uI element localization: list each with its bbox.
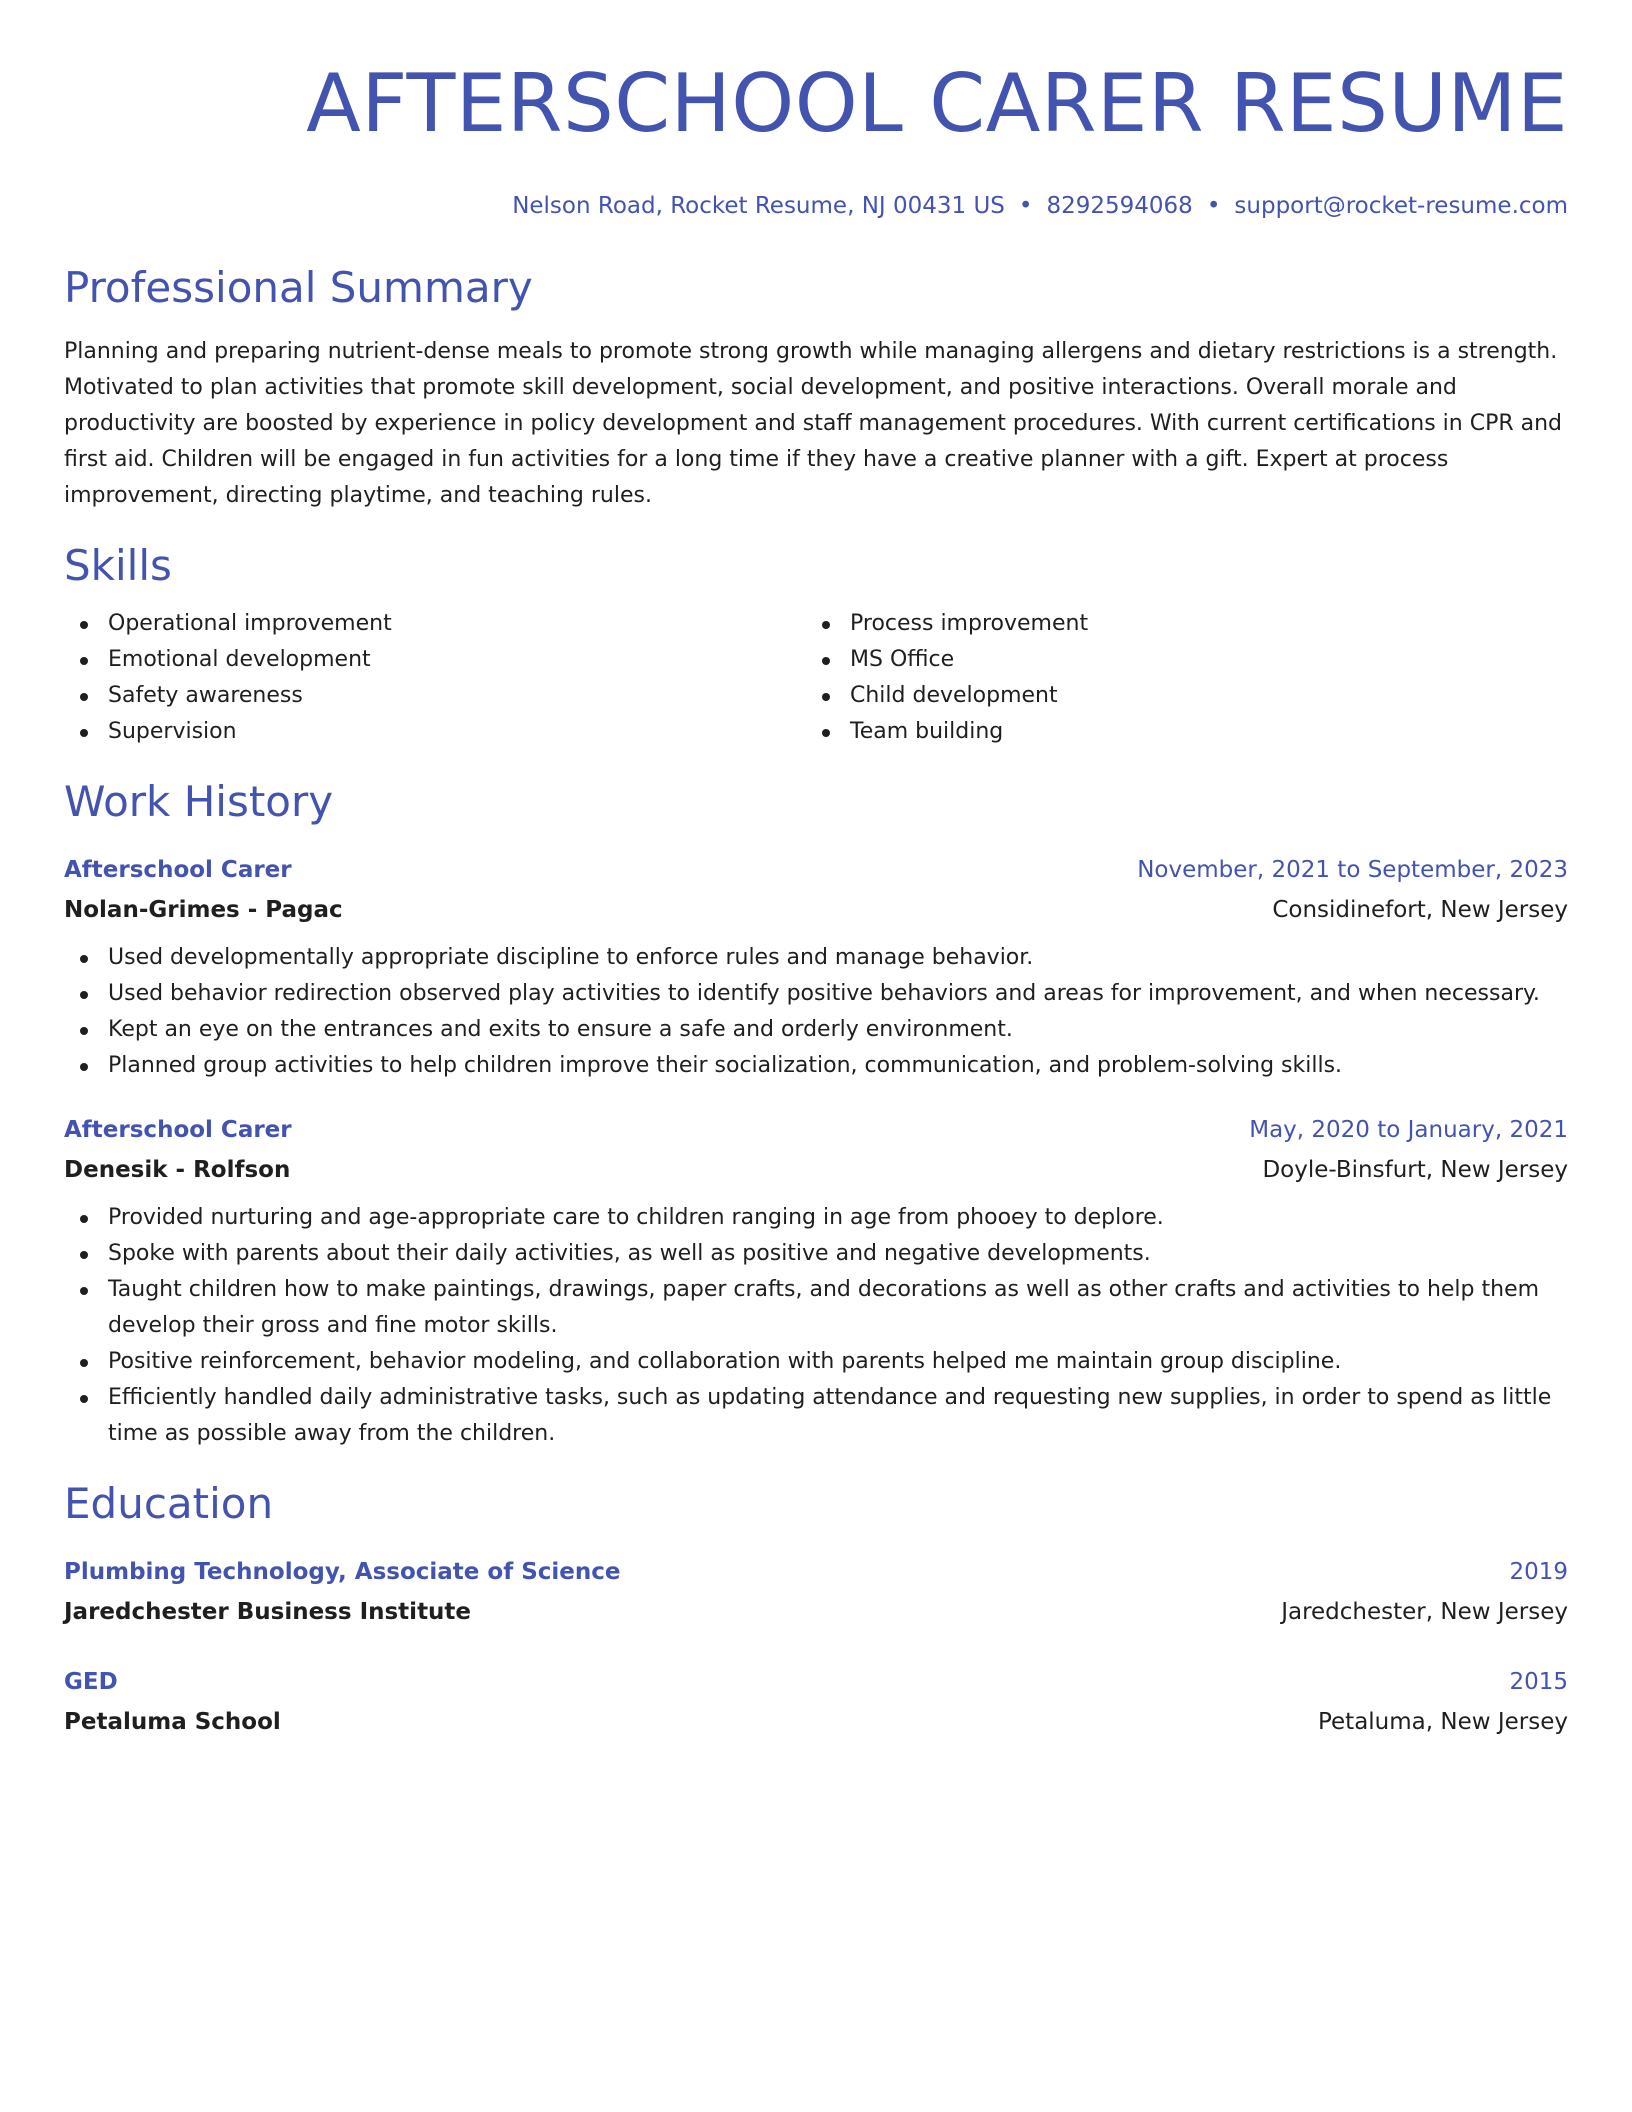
- job-location: Doyle-Binsfurt, New Jersey: [1262, 1157, 1568, 1183]
- education-school: Jaredchester Business Institute: [64, 1599, 472, 1625]
- job-dates: November, 2021 to September, 2023: [1137, 857, 1568, 883]
- summary-text: Planning and preparing nutrient-dense meals to promote strong growth while managing allergens and dietary restrictions is a strength. Motivated to plan activities that promote skill development, social development, and positive interactions. Overall morale and productivity are boosted by experience in policy development and staff management procedures. With current certifications in CPR and first aid. Children will be engaged in fun activities for a long time if they have a creative planner with a gift. Expert at process improvement, directing playtime, and teaching rules.: [64, 339, 1562, 508]
- contact-separator: •: [1018, 193, 1033, 219]
- contact-line: [64, 190, 1568, 222]
- skill-item: MS Office: [806, 642, 1548, 678]
- summary-heading: Professional Summary: [64, 263, 533, 312]
- resume-page: [64, 56, 1568, 1742]
- education-entry: [64, 1552, 1568, 1632]
- job-dates: May, 2020 to January, 2021: [1249, 1117, 1568, 1143]
- job-location: Considinefort, New Jersey: [1272, 897, 1568, 923]
- education-year: 2015: [1509, 1669, 1568, 1695]
- job-bullet: Positive reinforcement, behavior modeling, and collaboration with parents helped me maintain group discipline.: [64, 1344, 1568, 1380]
- education-location: Petaluma, New Jersey: [1317, 1709, 1568, 1735]
- job-role: Afterschool Carer: [64, 1117, 292, 1143]
- skill-item: Emotional development: [64, 642, 806, 678]
- job-company: Nolan-Grimes - Pagac: [64, 897, 343, 923]
- contact-email: support@rocket-resume.com: [1234, 193, 1568, 219]
- skills-heading: Skills: [64, 541, 172, 590]
- education-year: 2019: [1509, 1559, 1568, 1585]
- skill-item: Team building: [806, 714, 1548, 750]
- contact-separator: •: [1206, 193, 1221, 219]
- job-bullet: Used developmentally appropriate discipline to enforce rules and manage behavior.: [64, 940, 1568, 976]
- education-school: Petaluma School: [64, 1709, 281, 1735]
- job-bullet: Provided nurturing and age-appropriate care to children ranging in age from phooey to deplore.: [64, 1200, 1568, 1236]
- job-bullet: Kept an eye on the entrances and exits to ensure a safe and orderly environment.: [64, 1012, 1568, 1048]
- skill-item: Safety awareness: [64, 678, 806, 714]
- contact-phone: 8292594068: [1046, 193, 1193, 219]
- work-entry: [64, 850, 1568, 1084]
- job-bullet: Planned group activities to help children improve their socialization, communication, and problem-solving skills.: [64, 1048, 1568, 1084]
- job-bullets: [64, 940, 1568, 1084]
- skills-column-right: [806, 606, 1548, 750]
- work-history-heading: Work History: [64, 777, 334, 826]
- resume-title: AFTERSCHOOL CARER RESUME: [306, 57, 1568, 150]
- education-entry: [64, 1662, 1568, 1742]
- work-entry: [64, 1110, 1568, 1452]
- education-location: Jaredchester, New Jersey: [1281, 1599, 1568, 1625]
- job-company: Denesik - Rolfson: [64, 1157, 291, 1183]
- skill-item: Operational improvement: [64, 606, 806, 642]
- job-bullet: Efficiently handled daily administrative tasks, such as updating attendance and requesting new supplies, in order to spend as little time as possible away from the children.: [64, 1380, 1568, 1452]
- skills-column-left: [64, 606, 806, 750]
- job-bullet: Used behavior redirection observed play activities to identify positive behaviors and areas for improvement, and when necessary.: [64, 976, 1568, 1012]
- job-bullet: Taught children how to make paintings, drawings, paper crafts, and decorations as well as other crafts and activities to help them develop their gross and fine motor skills.: [64, 1272, 1568, 1344]
- education-heading: Education: [64, 1479, 274, 1528]
- skill-item: Child development: [806, 678, 1548, 714]
- education-degree: GED: [64, 1669, 118, 1695]
- contact-address: Nelson Road, Rocket Resume, NJ 00431 US: [512, 193, 1005, 219]
- education-degree: Plumbing Technology, Associate of Science: [64, 1559, 621, 1585]
- job-bullets: [64, 1200, 1568, 1452]
- skill-item: Supervision: [64, 714, 806, 750]
- job-bullet: Spoke with parents about their daily activities, as well as positive and negative developments.: [64, 1236, 1568, 1272]
- job-role: Afterschool Carer: [64, 857, 292, 883]
- skills-list: [64, 606, 1568, 750]
- skill-item: Process improvement: [806, 606, 1548, 642]
